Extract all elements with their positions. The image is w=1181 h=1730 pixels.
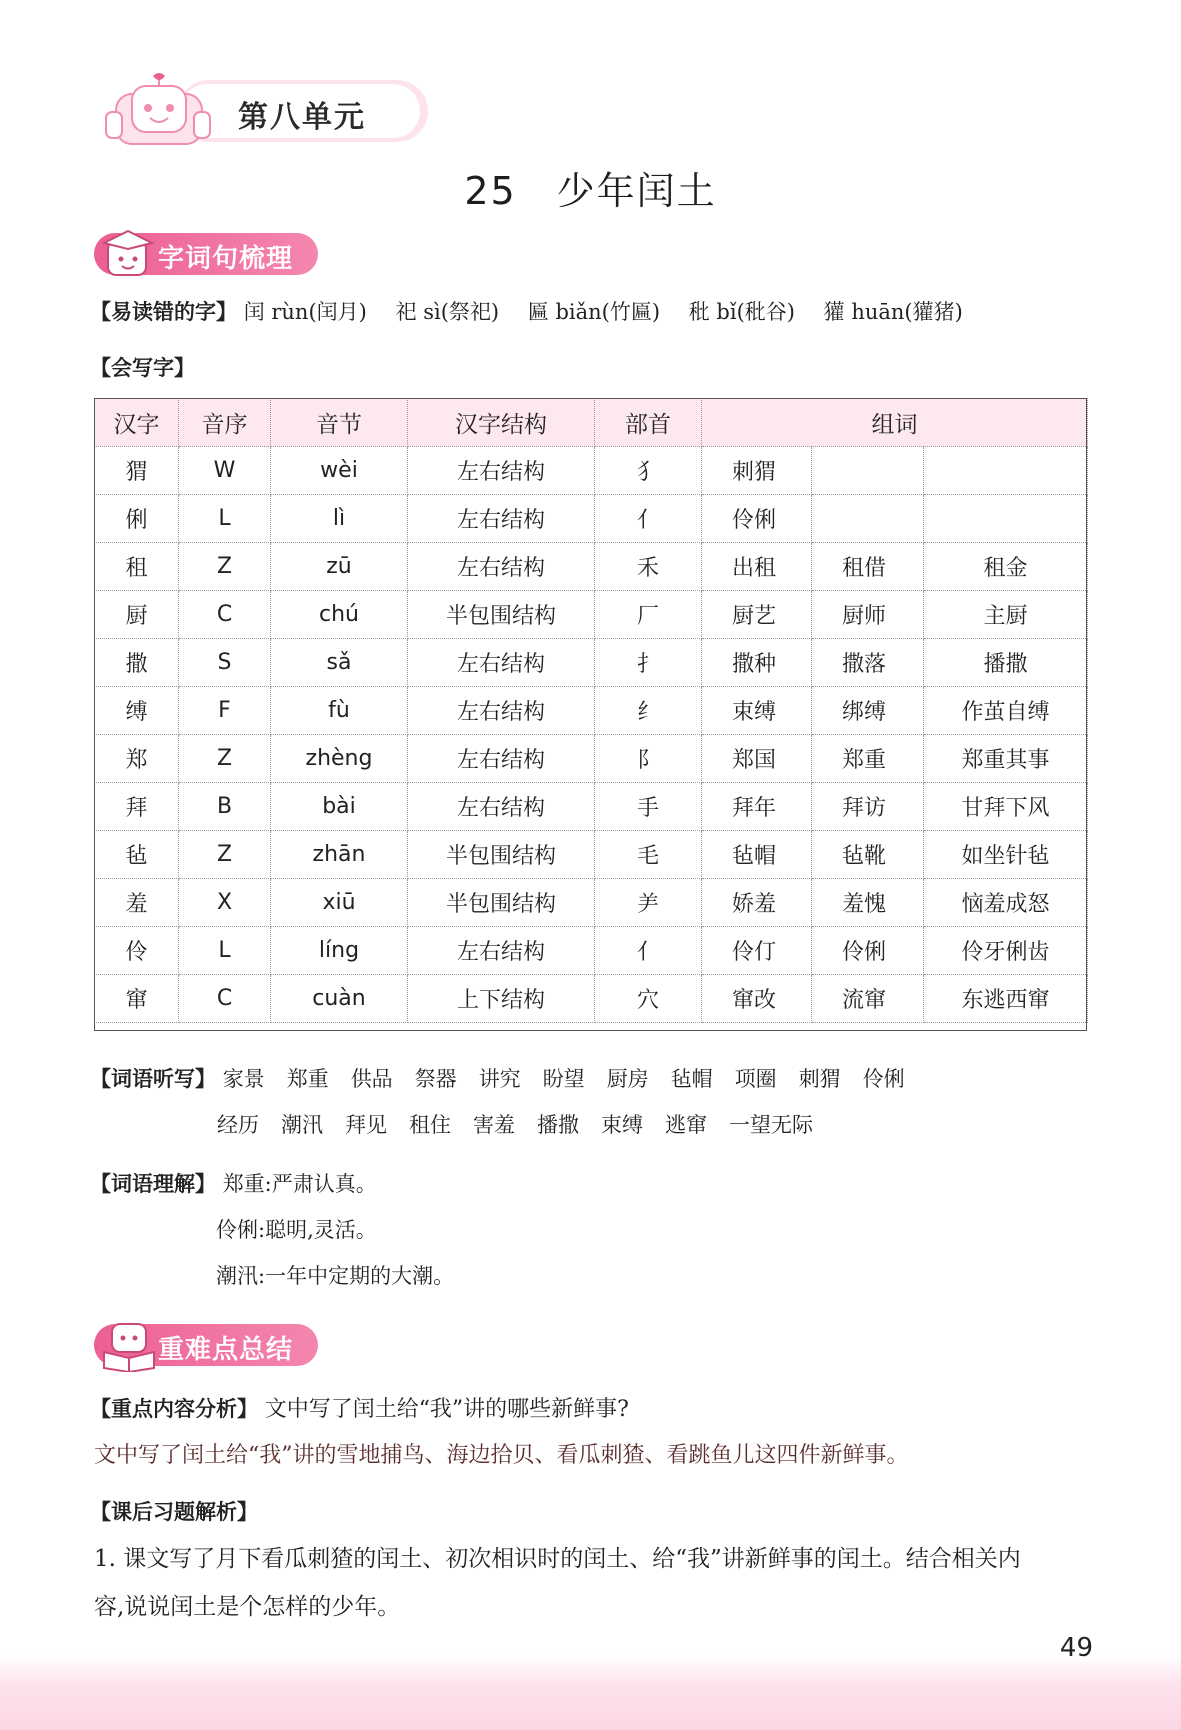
character-cell: 厨 (95, 591, 179, 639)
info-cell: F (179, 687, 271, 735)
analysis-answer: 文中写了闰土给“我”讲的雪地捕鸟、海边拾贝、看瓜刺猹、看跳鱼儿这四件新鲜事。 (94, 1443, 909, 1468)
dictation-word: 项圈 (734, 1067, 777, 1091)
dictation-word: 经历 (217, 1113, 259, 1137)
character-cell: 猬 (95, 447, 179, 495)
dictation-word: 家景 (222, 1067, 265, 1091)
info-cell: bài (271, 783, 408, 831)
word-cell: 毡靴 (812, 831, 924, 879)
misread-item: 祀 sì(祭祀) (395, 300, 500, 324)
info-cell: Z (179, 543, 271, 591)
info-cell: 扌 (595, 639, 702, 687)
info-cell: 左右结构 (408, 495, 595, 543)
character-cell: 窜 (95, 975, 179, 1023)
character-cell: 毡 (95, 831, 179, 879)
character-cell: 租 (95, 543, 179, 591)
info-cell: cuàn (271, 975, 408, 1023)
table-row (95, 687, 1088, 735)
info-cell: 厂 (595, 591, 702, 639)
header-cell: 部首 (595, 399, 702, 447)
info-cell: 左右结构 (408, 687, 595, 735)
word-cell: 绑缚 (812, 687, 924, 735)
word-cell: 娇羞 (702, 879, 812, 927)
character-cell: 俐 (95, 495, 179, 543)
unit-banner (98, 72, 428, 150)
dictation-line-1 (90, 1063, 927, 1093)
table-header-row (95, 399, 1088, 447)
word-cell: 刺猬 (702, 447, 812, 495)
word-cell: 撒落 (812, 639, 924, 687)
info-cell: wèi (271, 447, 408, 495)
word-cell (812, 495, 924, 543)
info-cell: L (179, 495, 271, 543)
word-cell: 作茧自缚 (924, 687, 1088, 735)
dictation-word: 盼望 (542, 1067, 585, 1091)
word-cell: 如坐针毡 (924, 831, 1088, 879)
bottom-decoration (0, 1655, 1181, 1730)
table-row (95, 495, 1088, 543)
info-cell: lì (271, 495, 408, 543)
word-cell: 厨艺 (702, 591, 812, 639)
unit-title: 第八单元 (238, 100, 366, 135)
info-cell: 手 (595, 783, 702, 831)
dictation-word: 厨房 (606, 1067, 649, 1091)
section-tag-vocab (94, 233, 318, 275)
info-cell: ⺶ (595, 879, 702, 927)
robot-mascot-icon (98, 72, 218, 152)
word-cell: 伶牙俐齿 (924, 927, 1088, 975)
word-cell: 郑重其事 (924, 735, 1088, 783)
word-cell: 租金 (924, 543, 1088, 591)
misread-item: 匾 biǎn(竹匾) (527, 300, 661, 324)
word-cell: 撒种 (702, 639, 812, 687)
info-cell: Z (179, 831, 271, 879)
table-row (95, 831, 1088, 879)
info-cell: 半包围结构 (408, 591, 595, 639)
info-cell: 半包围结构 (408, 831, 595, 879)
info-cell: 亻 (595, 495, 702, 543)
info-cell: 穴 (595, 975, 702, 1023)
write-label-text: 【会写字】 (90, 356, 195, 380)
understanding-label: 【词语理解】 (90, 1172, 216, 1196)
info-cell: 毛 (595, 831, 702, 879)
dictation-label: 【词语听写】 (90, 1067, 216, 1091)
section-tag-label: 字词句梳理 (158, 244, 294, 274)
word-cell: 拜访 (812, 783, 924, 831)
table-row (95, 591, 1088, 639)
word-cell: 流窜 (812, 975, 924, 1023)
dictation-word: 刺猬 (798, 1067, 841, 1091)
table-row (95, 975, 1088, 1023)
word-cell: 主厨 (924, 591, 1088, 639)
character-cell: 伶 (95, 927, 179, 975)
character-cell: 撒 (95, 639, 179, 687)
dictation-word: 供品 (350, 1067, 393, 1091)
word-cell: 恼羞成怒 (924, 879, 1088, 927)
table-row (95, 927, 1088, 975)
character-table (94, 398, 1088, 1023)
table-row (95, 879, 1088, 927)
analysis-label: 【重点内容分析】 (90, 1397, 258, 1421)
table-row (95, 735, 1088, 783)
word-cell (924, 447, 1088, 495)
info-cell: 纟 (595, 687, 702, 735)
table-row (95, 783, 1088, 831)
word-cell: 羞愧 (812, 879, 924, 927)
dictation-word: 拜见 (345, 1113, 387, 1137)
info-cell: 犭 (595, 447, 702, 495)
word-cell: 郑国 (702, 735, 812, 783)
character-cell: 羞 (95, 879, 179, 927)
word-cell: 租借 (812, 543, 924, 591)
info-cell: sǎ (271, 639, 408, 687)
info-cell: líng (271, 927, 408, 975)
header-cell: 音节 (271, 399, 408, 447)
misread-label: 【易读错的字】 (90, 300, 237, 324)
header-cell: 汉字结构 (408, 399, 595, 447)
book-mascot-icon (100, 1318, 158, 1372)
info-cell: 左右结构 (408, 543, 595, 591)
info-cell: zhèng (271, 735, 408, 783)
character-cell: 郑 (95, 735, 179, 783)
lesson-title: 25 少年闰土 (464, 169, 717, 213)
understanding-item: 伶俐:聪明,灵活。 (216, 1218, 377, 1242)
understanding-item: 郑重:严肃认真。 (222, 1172, 377, 1196)
info-cell: 左右结构 (408, 927, 595, 975)
info-cell: 上下结构 (408, 975, 595, 1023)
misread-item: 秕 bǐ(秕谷) (688, 300, 795, 324)
section-tag-label: 重难点总结 (158, 1335, 294, 1365)
word-cell: 甘拜下风 (924, 783, 1088, 831)
dictation-word: 播撒 (537, 1113, 579, 1137)
section-tag-key (94, 1324, 318, 1366)
dictation-word: 伶俐 (862, 1067, 905, 1091)
info-cell: X (179, 879, 271, 927)
word-cell: 伶仃 (702, 927, 812, 975)
dictation-word: 祭器 (414, 1067, 457, 1091)
dictation-word: 讲究 (478, 1067, 521, 1091)
dictation-word: 郑重 (286, 1067, 329, 1091)
table-row (95, 543, 1088, 591)
info-cell: 禾 (595, 543, 702, 591)
info-cell: C (179, 975, 271, 1023)
misread-item: 闰 rùn(闰月) (243, 300, 367, 324)
info-cell: C (179, 591, 271, 639)
word-cell: 伶俐 (812, 927, 924, 975)
info-cell: S (179, 639, 271, 687)
info-cell: 左右结构 (408, 447, 595, 495)
word-cell: 窜改 (702, 975, 812, 1023)
word-cell: 出租 (702, 543, 812, 591)
word-cell: 拜年 (702, 783, 812, 831)
info-cell: 左右结构 (408, 639, 595, 687)
word-cell: 伶俐 (702, 495, 812, 543)
dictation-word: 逃窜 (665, 1113, 707, 1137)
page-number: 49 (1059, 1633, 1093, 1663)
dictation-word: 毡帽 (670, 1067, 713, 1091)
misread-item: 獾 huān(獾猪) (823, 300, 963, 324)
word-cell: 束缚 (702, 687, 812, 735)
character-cell: 拜 (95, 783, 179, 831)
info-cell: 亻 (595, 927, 702, 975)
exercise-text-line-2: 容,说说闰土是个怎样的少年。 (94, 1594, 401, 1620)
character-cell: 缚 (95, 687, 179, 735)
info-cell: Z (179, 735, 271, 783)
info-cell: zū (271, 543, 408, 591)
exercise-text-line-1: 1. 课文写了月下看瓜刺猹的闰土、初次相识时的闰土、给“我”讲新鲜事的闰土。结合相关内 (94, 1546, 1021, 1572)
exercise-label: 【课后习题解析】 (90, 1500, 258, 1524)
info-cell: fù (271, 687, 408, 735)
table-row (95, 447, 1088, 495)
header-cell: 汉字 (95, 399, 179, 447)
table-row (95, 639, 1088, 687)
word-cell (924, 495, 1088, 543)
dictation-line-2 (217, 1109, 835, 1139)
word-cell (812, 447, 924, 495)
write-label (90, 352, 195, 382)
info-cell: zhān (271, 831, 408, 879)
misread-line (90, 296, 963, 326)
header-cell: 组词 (702, 399, 1088, 447)
word-cell: 厨师 (812, 591, 924, 639)
exercise-label-line (90, 1496, 258, 1526)
dictation-word: 一望无际 (729, 1113, 813, 1137)
info-cell: xiū (271, 879, 408, 927)
understanding-item: 潮汛:一年中定期的大潮。 (216, 1264, 455, 1288)
word-cell: 播撒 (924, 639, 1088, 687)
dictation-word: 害羞 (473, 1113, 515, 1137)
word-cell: 东逃西窜 (924, 975, 1088, 1023)
info-cell: 阝 (595, 735, 702, 783)
dictation-word: 潮汛 (281, 1113, 323, 1137)
info-cell: 左右结构 (408, 735, 595, 783)
dictation-word: 租住 (409, 1113, 451, 1137)
dictation-word: 束缚 (601, 1113, 643, 1137)
understanding-line-1 (90, 1168, 377, 1198)
header-cell: 音序 (179, 399, 271, 447)
analysis-question-line (90, 1392, 629, 1423)
info-cell: L (179, 927, 271, 975)
word-cell: 毡帽 (702, 831, 812, 879)
word-cell: 郑重 (812, 735, 924, 783)
info-cell: 左右结构 (408, 783, 595, 831)
info-cell: B (179, 783, 271, 831)
mascot-icon (100, 227, 158, 281)
analysis-question: 文中写了闰土给“我”讲的哪些新鲜事? (264, 1397, 629, 1422)
info-cell: chú (271, 591, 408, 639)
info-cell: W (179, 447, 271, 495)
info-cell: 半包围结构 (408, 879, 595, 927)
